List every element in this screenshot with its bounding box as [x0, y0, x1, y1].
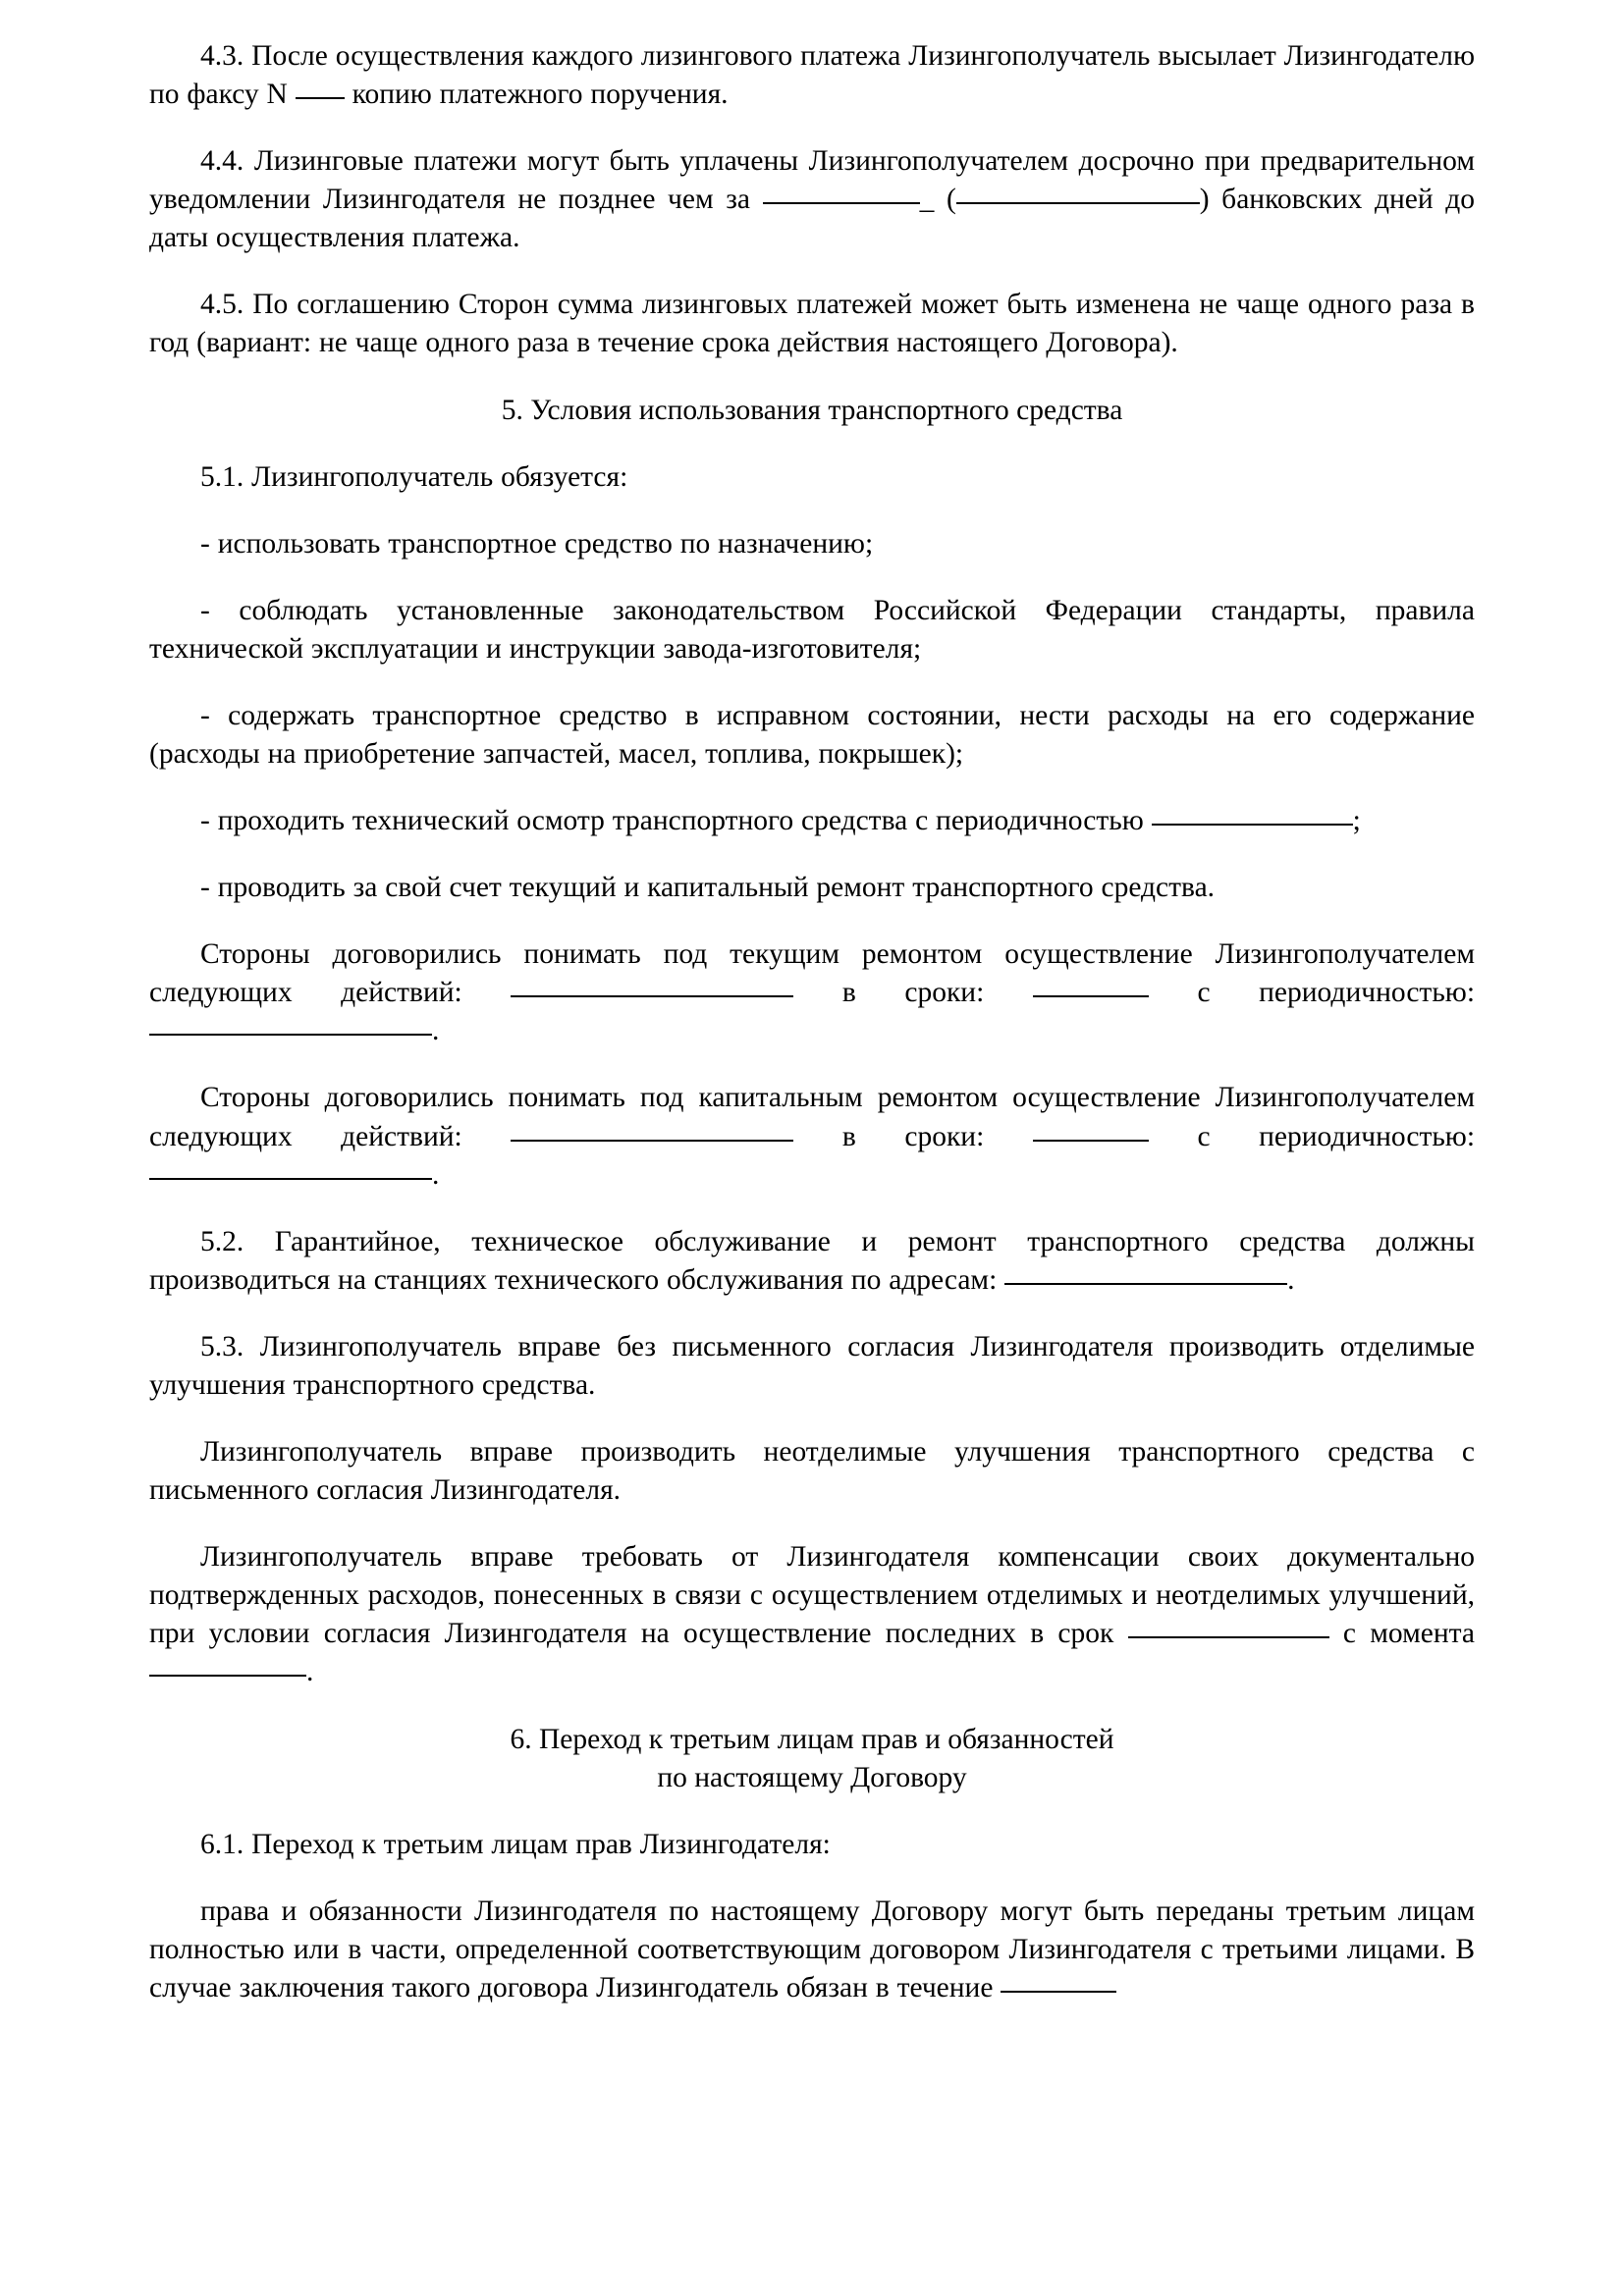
paragraph-current-repair [149, 935, 1475, 1050]
list-item-5-1-d [149, 802, 1475, 840]
document-body [149, 37, 1475, 2007]
paragraph-5-2 [149, 1223, 1475, 1300]
paragraph-5-3-b-text: Лизингополучатель вправе требовать от Лизингодателя компенсации своих документально подтвержденных расходов, понесенных в связи с осуществлением отделимых и неотделимых улучшений, при условии согласия Лизингодателя на осуществление последних в срок [149, 1541, 1475, 1650]
paragraph-4-3 [149, 37, 1475, 114]
capital-repair-lead: Стороны договорились понимать под капитальным ремонтом осуществление Лизингополучателем следующих действий: [149, 1082, 1475, 1152]
current-repair-period: . [432, 1015, 440, 1047]
list-item-5-1-e: - проводить за свой счет текущий и капитальный ремонт транспортного средства. [200, 872, 1216, 904]
list-item-5-1-a: - использовать транспортное средство по назначению; [200, 527, 874, 560]
fill-blank-fax-number[interactable] [296, 97, 345, 99]
heading-section-5: 5. Условия использования транспортного средства [501, 394, 1123, 426]
paragraph-6-1-a-text: права и обязанности Лизингодателя по настоящему Договору могут быть переданы третьим лицам полностью или в части, определенной соответствующим договором Лизингодателя с третьими лицами. В случае заключения такого договора Лизингодатель обязан в течение [149, 1895, 1475, 2003]
current-repair-frequency-label: с периодичностью: [1197, 977, 1476, 1009]
fill-blank-days-digits[interactable] [763, 202, 920, 204]
fill-blank-improvements-term[interactable] [1128, 1636, 1329, 1638]
fill-blank-notice-term[interactable] [1001, 1991, 1116, 1993]
paragraph-4-4-text-tail: ) банковских дней до даты осуществления платежа. [149, 184, 1475, 254]
paragraph-4-3-text-lead: 4.3. После осуществления каждого лизингового платежа Лизингополучатель высылает Лизингодателю по факсу N [149, 40, 1475, 111]
paragraph-5-1: 5.1. Лизингополучатель обязуется: [200, 460, 628, 493]
paragraph-capital-repair [149, 1079, 1475, 1194]
fill-blank-current-repair-terms[interactable] [1033, 995, 1149, 997]
capital-repair-period: . [432, 1158, 440, 1191]
current-repair-terms-label: в сроки: [841, 977, 985, 1009]
paragraph-5-2-text: 5.2. Гарантийное, техническое обслуживание и ремонт транспортного средства должны производиться на станциях технического обслуживания по адресам: [149, 1225, 1475, 1296]
capital-repair-frequency-label: периодичностью: [1259, 1120, 1476, 1152]
capital-repair-with: с [1197, 1120, 1211, 1152]
fill-blank-inspection-frequency[interactable] [1152, 824, 1353, 826]
paragraph-6-1-a [149, 1893, 1475, 2007]
heading-section-6-line-2: по настоящему Договору [657, 1761, 967, 1793]
paragraph-4-4-text-lead: 4.4. Лизинговые платежи могут быть уплачены Лизингополучателем досрочно при предварительном уведомлении Лизингодателя не позднее чем за [149, 145, 1475, 216]
paragraph-5-3-a: Лизингополучатель вправе производить неотделимые улучшения транспортного средства с письменного согласия Лизингодателя. [149, 1436, 1475, 1507]
heading-section-6-line-1: 6. Переход к третьим лицам прав и обязанностей [510, 1723, 1114, 1755]
fill-blank-improvements-moment[interactable] [149, 1675, 306, 1677]
paragraph-5-2-period: . [1287, 1263, 1295, 1296]
fill-blank-days-words[interactable] [956, 202, 1200, 204]
paragraph-5-3-b-period: . [306, 1656, 314, 1688]
fill-blank-capital-repair-actions[interactable] [511, 1140, 793, 1142]
fill-blank-capital-repair-frequency[interactable] [149, 1178, 432, 1180]
current-repair-lead: Стороны договорились понимать под текущим ремонтом осуществление Лизингополучателем следующих действий: [149, 938, 1475, 1009]
paragraph-4-4: 4.4. Лизинговые платежи могут быть уплачены Лизингополучателем досрочно при предварительном уведомлении Лизингодателя не позднее чем за _ ( ) банковских дней до даты осуществления платежа. [149, 145, 1475, 254]
paragraph-5-3-b-from-moment: с момента [1342, 1618, 1476, 1650]
fill-blank-current-repair-frequency[interactable] [149, 1034, 432, 1036]
paragraph-4-4-open-paren: ( [946, 184, 956, 216]
paragraph-4-5: 4.5. По соглашению Сторон сумма лизинговых платежей может быть изменена не чаще одного раза в год (вариант: не чаще одного раза в течение срока действия настоящего Договора). [149, 289, 1475, 359]
list-item-5-1-d-semicolon: ; [1352, 805, 1361, 837]
fill-blank-current-repair-actions[interactable] [511, 995, 793, 997]
paragraph-5-3: 5.3. Лизингополучатель вправе без письменного согласия Лизингодателя производить отделимые улучшения транспортного средства. [149, 1330, 1475, 1401]
fill-blank-capital-repair-terms[interactable] [1033, 1140, 1149, 1142]
list-item-5-1-c: - содержать транспортное средство в исправном состоянии, нести расходы на его содержание (расходы на приобретение запчастей, масел, топлива, покрышек); [149, 699, 1475, 771]
fill-blank-service-station-addresses[interactable] [1004, 1283, 1287, 1285]
paragraph-4-3-text-tail: копию платежного поручения. [352, 79, 729, 111]
list-item-5-1-d-text: - проходить технический осмотр транспортного средства с периодичностью [200, 805, 1144, 837]
list-item-5-1-b: - соблюдать установленные законодательством Российской Федерации стандарты, правила технической эксплуатации и инструкции завода-изготовителя; [149, 594, 1475, 665]
capital-repair-terms-label: в сроки: [841, 1120, 985, 1152]
paragraph-5-3-b [149, 1538, 1475, 1691]
paragraph-6-1: 6.1. Переход к третьим лицам прав Лизингодателя: [200, 1828, 831, 1860]
